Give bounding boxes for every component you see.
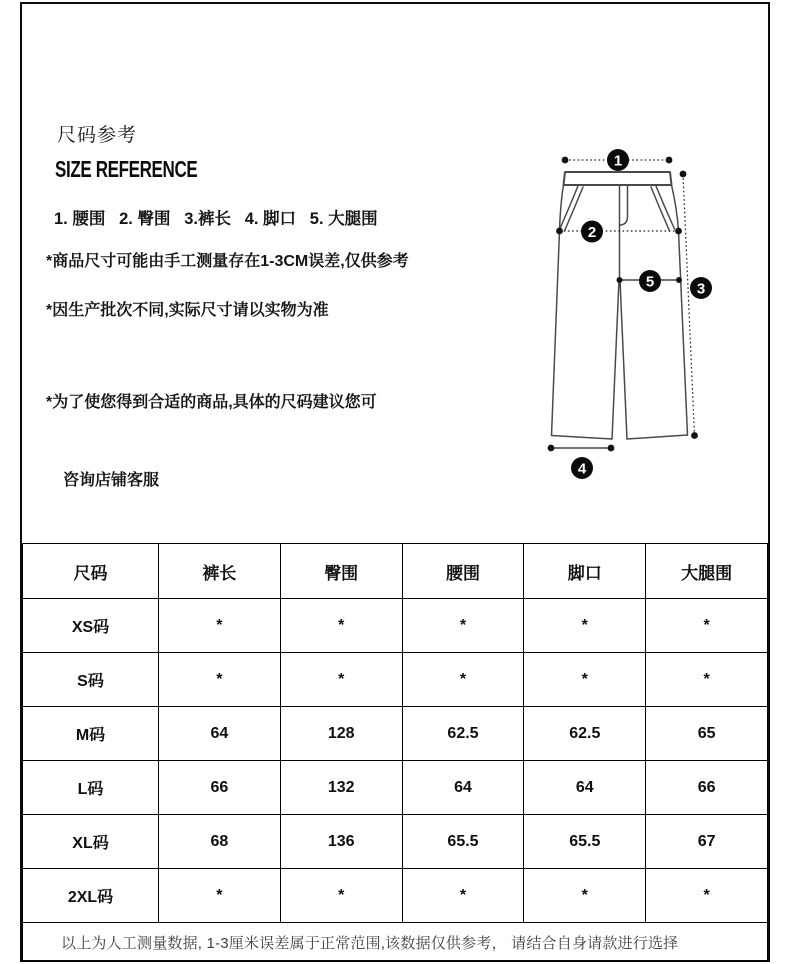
col-header-waist: 腰围 <box>402 544 524 599</box>
svg-text:4: 4 <box>577 460 587 478</box>
table-cell: 64 <box>159 707 281 761</box>
table-cell: 62.5 <box>402 707 524 761</box>
table-row-xl <box>23 815 768 869</box>
table-row-l <box>23 761 768 815</box>
table-cell: 64 <box>524 761 646 815</box>
table-cell: * <box>646 869 768 923</box>
measurement-legend: 1. 腰围 2. 臀围 3.裤长 4. 脚口 5. 大腿围 <box>54 210 378 228</box>
svg-text:5: 5 <box>645 273 655 291</box>
svg-text:2: 2 <box>587 224 597 241</box>
table-cell: * <box>159 869 281 923</box>
table-cell: * <box>280 653 402 707</box>
table-cell: 128 <box>280 707 402 761</box>
table-cell: 66 <box>159 761 281 815</box>
col-header-size: 尺码 <box>23 544 159 599</box>
size-table <box>22 543 768 962</box>
table-header-row <box>23 544 768 599</box>
page-title-cn: 尺码参考 <box>57 125 138 146</box>
note-advice-line2: 咨询店铺客服 <box>63 472 160 489</box>
table-cell: 136 <box>280 815 402 869</box>
col-header-leg-opening: 脚口 <box>524 544 646 599</box>
callout-length <box>690 277 712 299</box>
col-header-hip: 臀围 <box>280 544 402 599</box>
table-footnote-row <box>23 923 768 962</box>
table-cell: 68 <box>159 815 281 869</box>
note-advice <box>46 338 377 546</box>
callout-thigh <box>639 270 661 292</box>
row-label: 2XL码 <box>23 869 159 923</box>
table-cell: * <box>524 653 646 707</box>
table-cell: * <box>402 653 524 707</box>
row-label: L码 <box>23 761 159 815</box>
row-label: S码 <box>23 653 159 707</box>
table-cell: 132 <box>280 761 402 815</box>
content-frame <box>20 2 770 962</box>
col-header-thigh: 大腿围 <box>646 544 768 599</box>
row-label: M码 <box>23 707 159 761</box>
svg-text:3: 3 <box>696 280 706 298</box>
table-cell: * <box>646 599 768 653</box>
table-cell: 65.5 <box>524 815 646 869</box>
table-cell: 66 <box>646 761 768 815</box>
table-cell: * <box>524 599 646 653</box>
callout-hip <box>581 221 603 243</box>
col-header-pant-length: 裤长 <box>159 544 281 599</box>
row-label: XL码 <box>23 815 159 869</box>
note-batch: *因生产批次不同,实际尺寸请以实物为准 <box>46 302 329 319</box>
table-cell: * <box>280 599 402 653</box>
table-cell: * <box>159 599 281 653</box>
table-cell: * <box>402 599 524 653</box>
page-title-en: SIZE REFERENCE <box>55 156 198 182</box>
callout-waist <box>607 149 629 171</box>
svg-text:1: 1 <box>613 152 623 170</box>
table-cell: * <box>524 869 646 923</box>
callout-leg-opening <box>571 457 593 479</box>
table-footnote: 以上为人工测量数据, 1-3厘米误差属于正常范围,该数据仅供参考， 请结合自身请款进行选择 <box>23 923 768 962</box>
pants-outline <box>552 172 688 439</box>
table-cell: 65 <box>646 707 768 761</box>
table-cell: * <box>402 869 524 923</box>
table-cell: * <box>280 869 402 923</box>
table-cell: 62.5 <box>524 707 646 761</box>
pants-diagram <box>532 142 752 492</box>
table-row-m <box>23 707 768 761</box>
table-row-2xl <box>23 869 768 923</box>
table-row-s <box>23 653 768 707</box>
size-table-wrap <box>22 543 768 962</box>
table-cell: * <box>159 653 281 707</box>
note-advice-line1: *为了使您得到合适的商品,具体的尺码建议您可 <box>46 394 377 411</box>
table-cell: 65.5 <box>402 815 524 869</box>
table-cell: * <box>646 653 768 707</box>
table-row-xs <box>23 599 768 653</box>
table-cell: 67 <box>646 815 768 869</box>
table-cell: 64 <box>402 761 524 815</box>
row-label: XS码 <box>23 599 159 653</box>
note-tolerance: *商品尺寸可能由手工测量存在1-3CM误差,仅供参考 <box>46 253 409 270</box>
